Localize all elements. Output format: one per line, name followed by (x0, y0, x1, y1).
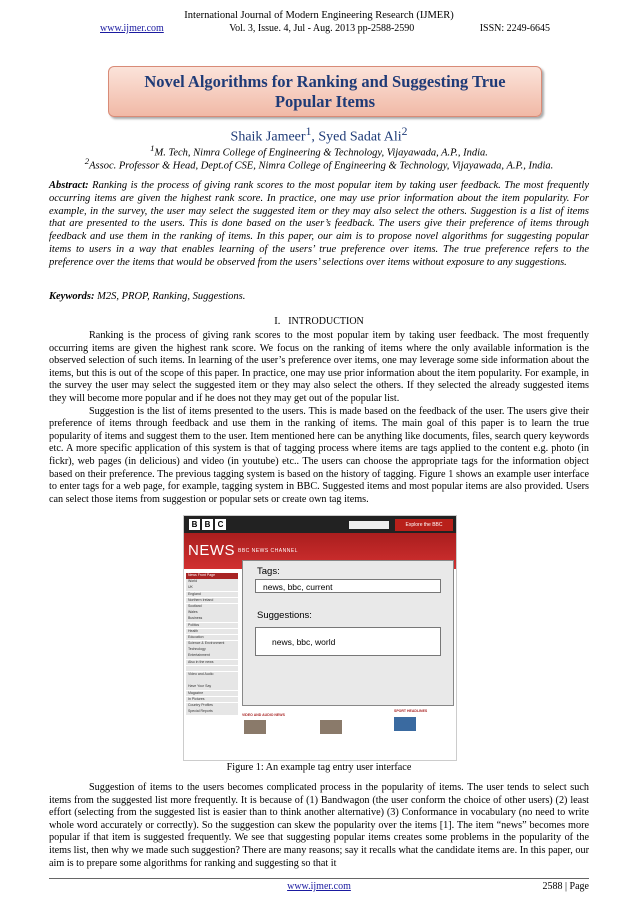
sidebar-nav-item[interactable] (186, 678, 238, 684)
abstract-label: Abstract: (49, 180, 89, 191)
video-thumbnail-1[interactable] (244, 720, 266, 734)
bbc-lower-content (242, 705, 454, 760)
author-2-sup: 2 (401, 125, 408, 138)
abstract (49, 180, 589, 270)
affiliation-1-text: M. Tech, Nimra College of Engineering & Technology, Vijayawada, A.P., India. (154, 147, 488, 159)
affiliation-1-sup: 1 (150, 143, 155, 153)
sidebar-nav-item[interactable]: Northern Ireland (186, 598, 238, 604)
sidebar-nav-item[interactable]: Country Profiles (186, 703, 238, 709)
news-title: NEWS (188, 542, 235, 559)
sidebar-nav-item[interactable]: News Front Page (186, 573, 238, 579)
sidebar-nav-item[interactable]: Wales (186, 610, 238, 616)
paragraph-3: Suggestion of items to the users becomes complicated process in the popularity of items. The user tends to select such items from the suggested list more frequently. It is because of (1) Bandwagon (the user conform the choice of other users) (2) least effort (selecting from the suggested list is easier than to think another alternative) (3) Conformance in vocabulary (no need to write whole word accurately or correctly). So the suggestion can skew the popularity over the items [1]. The item “news” becomes more popular if that item is suggested frequently. We see that suggesting popular items creates some problems in the popularity of the items list, then why we made such suggestion? There are many reasons; say it recalls what the candidate items are. In this paper, our aim is to prepare some algorithms for ranking and suggesting so that it (49, 782, 589, 869)
section-title: INTRODUCTION (288, 316, 364, 327)
author-1-sup: 1 (305, 125, 312, 138)
paper-title (108, 66, 542, 117)
sidebar-nav-item[interactable]: Education (186, 635, 238, 641)
sport-thumbnail[interactable] (394, 717, 416, 731)
journal-url-link[interactable]: www.ijmer.com (100, 23, 164, 34)
bbc-search-box[interactable] (349, 521, 389, 529)
keywords-text: M2S, PROP, Ranking, Suggestions. (97, 291, 246, 302)
journal-header: International Journal of Modern Engineering Research (IJMER) (184, 10, 454, 21)
suggestions-label: Suggestions: (257, 610, 312, 621)
tag-entry-panel (242, 560, 454, 706)
sidebar-nav-item[interactable]: Health (186, 629, 238, 635)
page-number: 2588 | Page (542, 881, 589, 892)
journal-subheader (100, 23, 550, 34)
sidebar-nav-item[interactable]: Magazine (186, 691, 238, 697)
author-2: Syed Sadat Ali (318, 129, 402, 145)
channel-label: BBC NEWS CHANNEL (238, 548, 298, 554)
sidebar-nav-item[interactable]: In Pictures (186, 697, 238, 703)
bbc-logo-c: C (215, 519, 226, 530)
author-1: Shaik Jameer (230, 129, 306, 145)
keywords (49, 291, 589, 302)
sidebar-nav-item[interactable]: Have Your Say (186, 684, 238, 690)
sidebar-nav-item[interactable] (186, 666, 238, 672)
sidebar-nav-item[interactable]: World (186, 579, 238, 585)
figure-1 (183, 515, 457, 761)
bbc-logo-b2: B (202, 519, 213, 530)
section-heading (0, 316, 638, 327)
intro-body (49, 330, 589, 506)
affiliation-2 (0, 156, 638, 172)
affiliation-2-text: Assoc. Professor & Head, Dept.of CSE, Nimra College of Engineering & Technology, Vijayawada, A.P., India. (89, 160, 554, 172)
paragraph-1: Ranking is the process of giving rank scores to the most popular item by taking user feedback. The most frequently occurring items are given the highest rank score. We focus on the ranking of items where the only available information is the observed selection of such items. In learning of the user’s preference over items, one may leverage some side information about the items, but this is out of the scope of this paper. In practice, one may use prior information about the item popularity. For example, in the survey the user may select the suggested item or they may also select the others. If they selected the already suggested items they will become more popular and if he does not they may get out of the popular list. (49, 330, 589, 404)
paragraph-2: Suggestion is the list of items presented to the users. This is made based on the feedback of the user. The users give their preference of items through feedback and use them in the ranking of items. The main goal of this paper is to learn the true popularity of items and suggest them to the user. Item mentioned here can be anything like documents, files, search query keywords etc. A more specific application of this system is that of tagging process where items are tags applied to the content e.g. photo (in fickr), web pages (in delicious) and video (in youtube) etc.. The users can choose the appropriate tags for the information object based on their preference. The previous tagging system is based on the history of tagging. Figure 1 shows an example user interface to enter tags for a web page, for example, tagging system in BBC. Suggested items and most popular items are also provided. Users can select those items from suggestion or popular sets or create own tag items. (49, 405, 589, 505)
issn: ISSN: 2249-6645 (479, 23, 550, 34)
author-separator: , (311, 129, 319, 145)
sidebar-nav-item[interactable]: Scotland (186, 604, 238, 610)
bbc-top-bar (184, 516, 456, 533)
intro-body-continued (49, 782, 589, 870)
volume-info: Vol. 3, Issue. 4, Jul - Aug. 2013 pp-2588-2590 (229, 23, 415, 34)
sport-headlines-heading: SPORT HEADLINES (394, 709, 428, 713)
video-audio-heading: VIDEO AND AUDIO NEWS (242, 713, 285, 717)
sidebar-nav-item[interactable]: Business (186, 616, 238, 622)
explore-bbc-button[interactable]: Explore the BBC (395, 519, 453, 531)
sidebar-nav-item[interactable]: Science & Environment (186, 641, 238, 647)
sidebar-nav-item[interactable]: Politics (186, 623, 238, 629)
keywords-label: Keywords: (49, 291, 95, 302)
tags-input[interactable]: news, bbc, current (255, 579, 441, 593)
footer-url-link[interactable]: www.ijmer.com (287, 881, 351, 892)
sidebar-nav-item[interactable]: England (186, 592, 238, 598)
bbc-logo-b1: B (189, 519, 200, 530)
affiliation-2-sup: 2 (84, 156, 90, 166)
title-line-2: Popular Items (274, 92, 376, 111)
title-line-1: Novel Algorithms for Ranking and Suggesting True (144, 72, 506, 91)
figure-caption: Figure 1: An example tag entry user interface (226, 762, 412, 773)
bbc-sidebar (186, 573, 238, 715)
video-thumbnail-2[interactable] (320, 720, 342, 734)
sidebar-nav-item[interactable]: Entertainment (186, 653, 238, 659)
suggestions-box[interactable]: news, bbc, world (255, 627, 441, 656)
abstract-text: Ranking is the process of giving rank scores to the most popular item by taking user feedback. The most frequently occurring items are given the highest rank score. In practice, one may use prior information about the item popularity. For example, in the survey, the user may select the suggested item or they may also select the others. Suggestion is a list of items that are presented to the users. This is done based on the user’s feedback. The users give their preference of items through feedback and use them in the ranking of items. In this paper, our aim is to propose novel algorithms for suggesting popular items to users in a way that enables learning of the users’ true preference over items. The true preference refers to the preference over the items that would be observed from the users’ selections over items without exposure to any suggestions. (49, 180, 589, 268)
sidebar-nav-item[interactable]: Special Reports (186, 709, 238, 715)
section-number: I. (274, 316, 281, 327)
sidebar-nav-item[interactable]: UK (186, 585, 238, 591)
footer-divider (49, 878, 589, 879)
sidebar-nav-item[interactable]: Also in the news (186, 660, 238, 666)
sidebar-nav-item[interactable]: Technology (186, 647, 238, 653)
sidebar-nav-item[interactable]: Video and Audio (186, 672, 238, 678)
tags-label: Tags: (257, 566, 280, 577)
